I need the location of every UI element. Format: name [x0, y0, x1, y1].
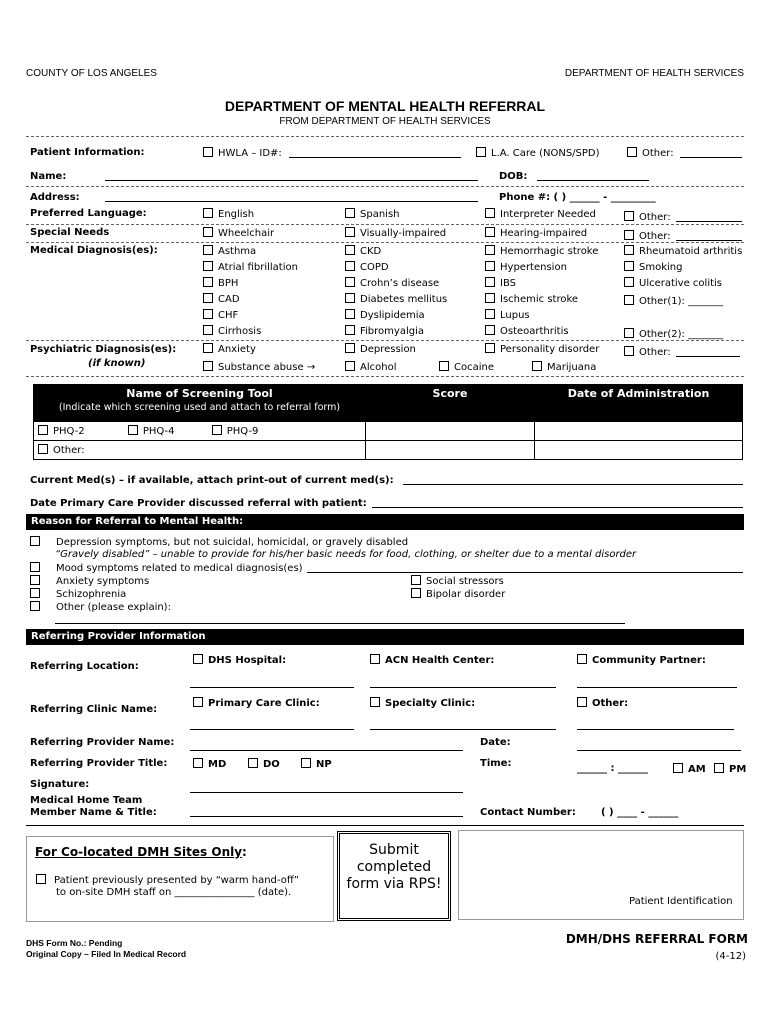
- med-osteoarthritis-checkbox[interactable]: Osteoarthritis: [485, 325, 569, 337]
- med-lupus-checkbox[interactable]: Lupus: [485, 309, 530, 321]
- screening-table: [33, 384, 743, 460]
- do-checkbox[interactable]: DO: [248, 758, 280, 770]
- language-label: Preferred Language:: [30, 208, 147, 219]
- contact-field[interactable]: ( ) ____ - ______: [601, 807, 679, 818]
- date-cell-1[interactable]: [535, 422, 743, 441]
- team-label-1: Medical Home Team: [30, 795, 143, 806]
- med-fibromyalgia-checkbox[interactable]: Fibromyalgia: [345, 325, 424, 337]
- colocated-title: For Co-located DMH Sites Only:: [35, 845, 247, 859]
- date-admin-header: Date of Administration: [535, 385, 743, 422]
- contact-label: Contact Number:: [480, 807, 576, 818]
- signature-label: Signature:: [30, 779, 90, 790]
- med-dyslipidemia-checkbox[interactable]: Dyslipidemia: [345, 309, 425, 321]
- provider-name-label: Referring Provider Name:: [30, 737, 175, 748]
- marijuana-checkbox[interactable]: Marijuana: [532, 361, 596, 373]
- med-bph-checkbox[interactable]: BPH: [203, 277, 238, 289]
- form-title: DEPARTMENT OF MENTAL HEALTH REFERRAL: [224, 98, 546, 114]
- gravely-disabled-note: “Gravely disabled” – unable to provide for his/her basic needs for food, clothing, or shelter due to a mental disorder: [55, 549, 637, 560]
- lacare-checkbox[interactable]: L.A. Care (NONS/SPD): [476, 147, 600, 159]
- provider-bar: Referring Provider Information: [26, 629, 744, 645]
- date-cell-2[interactable]: [535, 441, 743, 460]
- dob-label: DOB:: [499, 171, 528, 182]
- county-label: COUNTY OF LOS ANGELES: [26, 68, 157, 79]
- med-chf-checkbox[interactable]: CHF: [203, 309, 238, 321]
- time-label: Time:: [480, 758, 512, 769]
- provider-title-label: Referring Provider Title:: [30, 758, 168, 769]
- current-meds-field[interactable]: [403, 484, 743, 485]
- interpreter-checkbox[interactable]: Interpreter Needed: [485, 208, 596, 220]
- reason-anxiety-checkbox[interactable]: Anxiety symptoms: [30, 575, 149, 587]
- date-label: Date:: [480, 737, 511, 748]
- np-checkbox[interactable]: NP: [301, 758, 332, 770]
- phq9-checkbox[interactable]: PHQ-9: [212, 426, 259, 437]
- english-checkbox[interactable]: English: [203, 208, 254, 220]
- original-copy-note: Original Copy – Filed In Medical Record: [26, 949, 187, 959]
- address-field[interactable]: [105, 201, 478, 202]
- special-other-checkbox[interactable]: Other:: [624, 230, 671, 242]
- screening-note: (Indicate which screening used and attach to referral form): [58, 402, 341, 413]
- pm-checkbox[interactable]: PM: [714, 763, 746, 775]
- psych-anxiety-checkbox[interactable]: Anxiety: [203, 343, 256, 355]
- medical-diagnosis-label: Medical Diagnosis(es):: [30, 245, 158, 256]
- referring-location-label: Referring Location:: [30, 661, 139, 672]
- specialty-clinic-checkbox[interactable]: Specialty Clinic:: [370, 697, 475, 709]
- language-other-checkbox[interactable]: Other:: [624, 211, 671, 223]
- reason-social-checkbox[interactable]: Social stressors: [411, 575, 504, 587]
- med-other2-checkbox[interactable]: Other(2): _______: [624, 328, 723, 340]
- cocaine-checkbox[interactable]: Cocaine: [439, 361, 494, 373]
- info-other-checkbox[interactable]: Other:: [627, 147, 674, 159]
- reason-schizophrenia-checkbox[interactable]: Schizophrenia: [30, 588, 126, 600]
- clinic-other-checkbox[interactable]: Other:: [577, 697, 628, 709]
- patient-info-label: Patient Information:: [30, 147, 145, 158]
- med-crohns-checkbox[interactable]: Crohn’s disease: [345, 277, 439, 289]
- team-field[interactable]: [190, 816, 463, 817]
- team-label-2: Member Name & Title:: [30, 807, 157, 818]
- name-field[interactable]: [105, 180, 478, 181]
- reason-bar: Reason for Referral to Mental Health:: [26, 514, 744, 530]
- reason-mood-checkbox[interactable]: Mood symptoms related to medical diagnosis(es): [30, 562, 303, 574]
- spanish-checkbox[interactable]: Spanish: [345, 208, 400, 220]
- med-cad-checkbox[interactable]: CAD: [203, 293, 240, 305]
- pcp-date-field[interactable]: [372, 507, 743, 508]
- med-copd-checkbox[interactable]: COPD: [345, 261, 389, 273]
- psych-personality-checkbox[interactable]: Personality disorder: [485, 343, 599, 355]
- form-name: DMH/DHS REFERRAL FORM: [565, 932, 748, 946]
- warm-handoff-checkbox[interactable]: Patient previously presented by “warm hand-off”: [36, 874, 299, 886]
- dob-field[interactable]: [537, 180, 649, 181]
- reason-other-checkbox[interactable]: Other (please explain):: [30, 601, 171, 613]
- phq2-checkbox[interactable]: PHQ-2: [38, 426, 85, 437]
- psych-depression-checkbox[interactable]: Depression: [345, 343, 416, 355]
- med-ibs-checkbox[interactable]: IBS: [485, 277, 516, 289]
- med-ulcerative-checkbox[interactable]: Ulcerative colitis: [624, 277, 722, 289]
- screening-tool-header: Name of Screening Tool: [126, 387, 273, 400]
- score-cell-1[interactable]: [366, 422, 535, 441]
- visually-impaired-checkbox[interactable]: Visually-impaired: [345, 227, 446, 239]
- dhs-hospital-checkbox[interactable]: DHS Hospital:: [193, 654, 286, 666]
- pcp-date-label: Date Primary Care Provider discussed referral with patient:: [30, 498, 367, 509]
- form-version: (4-12): [715, 951, 746, 962]
- score-cell-2[interactable]: [366, 441, 535, 460]
- med-asthma-checkbox[interactable]: Asthma: [203, 245, 256, 257]
- med-other1-checkbox[interactable]: Other(1): _______: [624, 295, 723, 307]
- form-number: DHS Form No.: Pending: [26, 938, 123, 948]
- psych-diagnosis-label: Psychiatric Diagnosis(es):: [30, 344, 177, 355]
- primary-care-checkbox[interactable]: Primary Care Clinic:: [193, 697, 320, 709]
- date-field[interactable]: [577, 750, 741, 751]
- med-ckd-checkbox[interactable]: CKD: [345, 245, 381, 257]
- reason-depression-checkbox[interactable]: Depression symptoms, but not suicidal, homicidal, or gravely disabled: [30, 536, 408, 548]
- signature-field[interactable]: [190, 792, 463, 793]
- phq4-checkbox[interactable]: PHQ-4: [128, 426, 175, 437]
- med-smoking-checkbox[interactable]: Smoking: [624, 261, 682, 273]
- am-checkbox[interactable]: AM: [673, 763, 706, 775]
- med-hypertension-checkbox[interactable]: Hypertension: [485, 261, 567, 273]
- submit-text: Submit completed form via RPS!: [346, 842, 442, 892]
- psych-other-checkbox[interactable]: Other:: [624, 346, 671, 358]
- reason-bipolar-checkbox[interactable]: Bipolar disorder: [411, 588, 505, 600]
- if-known-label: (if known): [88, 358, 146, 369]
- med-ischemic-checkbox[interactable]: Ischemic stroke: [485, 293, 578, 305]
- phone-label: Phone #: ( ) ______ - _________: [499, 192, 656, 203]
- med-afib-checkbox[interactable]: Atrial fibrillation: [203, 261, 298, 273]
- score-header: Score: [366, 385, 535, 422]
- alcohol-checkbox[interactable]: Alcohol: [345, 361, 396, 373]
- med-rheumatoid-checkbox[interactable]: Rheumatoid arthritis: [624, 245, 742, 257]
- provider-name-field[interactable]: [190, 750, 463, 751]
- med-hemorrhagic-checkbox[interactable]: Hemorrhagic stroke: [485, 245, 598, 257]
- wheelchair-checkbox[interactable]: Wheelchair: [203, 227, 274, 239]
- med-diabetes-checkbox[interactable]: Diabetes mellitus: [345, 293, 447, 305]
- reason-other-field[interactable]: [55, 623, 625, 624]
- submit-box: [337, 831, 451, 921]
- substance-abuse-checkbox[interactable]: Substance abuse →: [203, 361, 315, 373]
- time-field[interactable]: ______ : ______: [577, 763, 648, 774]
- med-cirrhosis-checkbox[interactable]: Cirrhosis: [203, 325, 261, 337]
- patient-id-label: Patient Identification: [629, 896, 733, 907]
- referring-clinic-label: Referring Clinic Name:: [30, 704, 158, 715]
- md-checkbox[interactable]: MD: [193, 758, 226, 770]
- handoff-date-line: to on-site DMH staff on ________________ (date).: [56, 887, 292, 898]
- hwla-checkbox[interactable]: HWLA – ID#:: [203, 147, 282, 159]
- screening-other-checkbox[interactable]: Other:: [38, 445, 85, 456]
- acn-health-checkbox[interactable]: ACN Health Center:: [370, 654, 494, 666]
- special-needs-label: Special Needs: [30, 227, 110, 238]
- department-label: DEPARTMENT OF HEALTH SERVICES: [564, 68, 744, 79]
- community-partner-checkbox[interactable]: Community Partner:: [577, 654, 706, 666]
- address-label: Address:: [30, 192, 80, 203]
- name-label: Name:: [30, 171, 67, 182]
- current-meds-label: Current Med(s) – if available, attach print-out of current med(s):: [30, 475, 394, 486]
- hearing-impaired-checkbox[interactable]: Hearing-impaired: [485, 227, 587, 239]
- form-subtitle: FROM DEPARTMENT OF HEALTH SERVICES: [279, 116, 491, 127]
